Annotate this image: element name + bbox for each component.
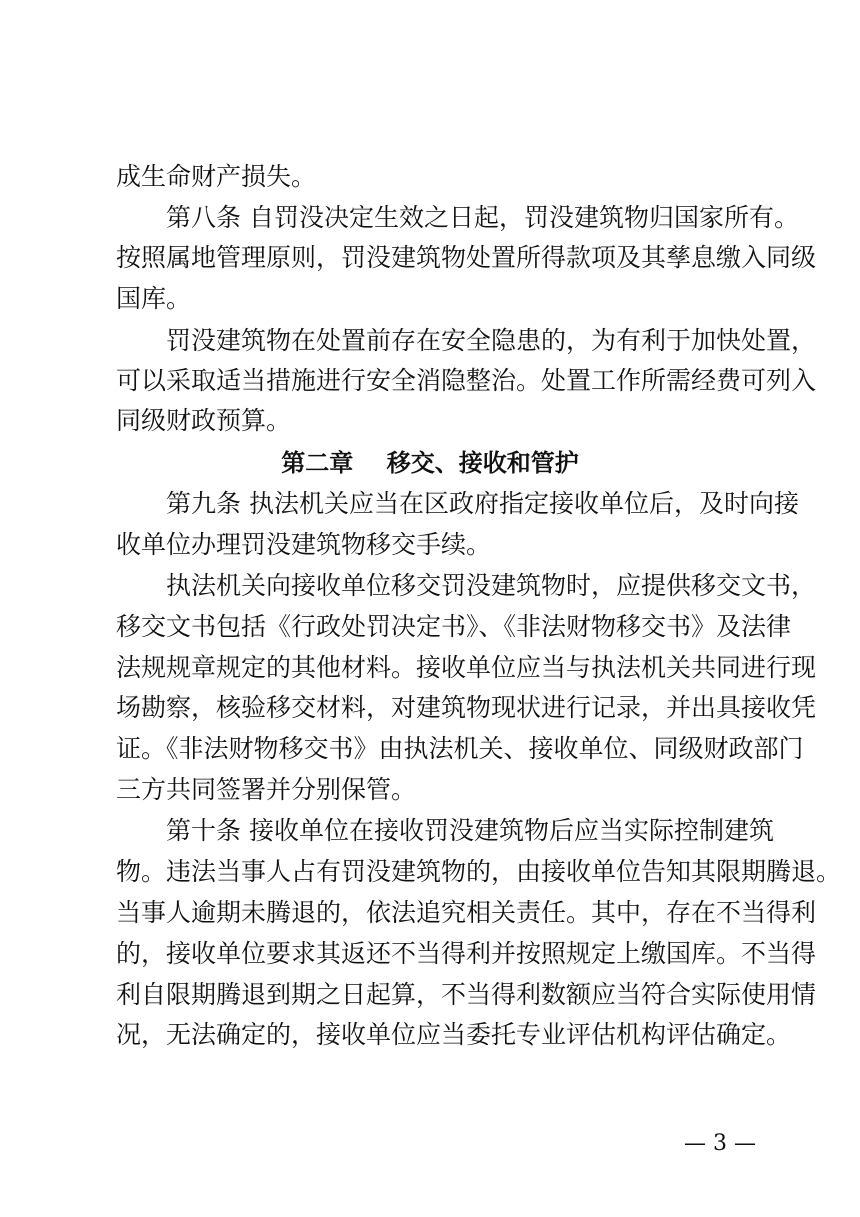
body-line: 况，无法确定的，接收单位应当委托专业评估机构评估确定。 xyxy=(116,1020,792,1049)
body-line: 的，接收单位要求其返还不当得利并按照规定上缴国库。不当得 xyxy=(116,939,817,968)
body-line: 罚没建筑物在处置前存在安全隐患的，为有利于加快处置， xyxy=(166,326,817,355)
article-8-heading-line: 第八条 自罚没决定生效之日起，罚没建筑物归国家所有。 xyxy=(166,203,799,232)
body-line: 物。违法当事人占有罚没建筑物的，由接收单位告知其限期腾退。 xyxy=(116,857,842,886)
body-line: 执法机关向接收单位移交罚没建筑物时，应提供移交文书， xyxy=(166,571,817,600)
body-line: 同级财政预算。 xyxy=(116,406,292,435)
body-line: 可以采取适当措施进行安全消隐整治。处置工作所需经费可列入 xyxy=(116,366,817,395)
body-line: 当事人逾期未腾退的，依法追究相关责任。其中，存在不当得利 xyxy=(116,898,817,927)
body-line: 国库。 xyxy=(116,284,192,313)
body-line: 三方共同签署并分别保管。 xyxy=(116,775,417,804)
body-line: 利自限期腾退到期之日起算，不当得利数额应当符合实际使用情 xyxy=(116,980,817,1009)
body-line: 成生命财产损失。 xyxy=(116,162,317,191)
body-line: 按照属地管理原则，罚没建筑物处置所得款项及其孳息缴入同级 xyxy=(116,243,817,272)
body-line: 场勘察，核验移交材料，对建筑物现状进行记录，并出具接收凭 xyxy=(116,693,817,722)
page-number: — 3 — xyxy=(684,1131,756,1156)
body-line: 法规规章规定的其他材料。接收单位应当与执法机关共同进行现 xyxy=(116,653,817,682)
chapter-heading: 第二章 移交、接收和管护 xyxy=(281,449,579,477)
article-10-heading-line: 第十条 接收单位在接收罚没建筑物后应当实际控制建筑 xyxy=(166,816,774,845)
article-9-heading-line: 第九条 执法机关应当在区政府指定接收单位后，及时向接 xyxy=(166,489,799,518)
body-line: 证。《非法财物移交书》由执法机关、接收单位、同级财政部门 xyxy=(116,734,804,763)
body-line: 收单位办理罚没建筑物移交手续。 xyxy=(116,530,492,559)
body-line: 移交文书包括《行政处罚决定书》、《非法财物移交书》及法律 xyxy=(116,612,792,641)
